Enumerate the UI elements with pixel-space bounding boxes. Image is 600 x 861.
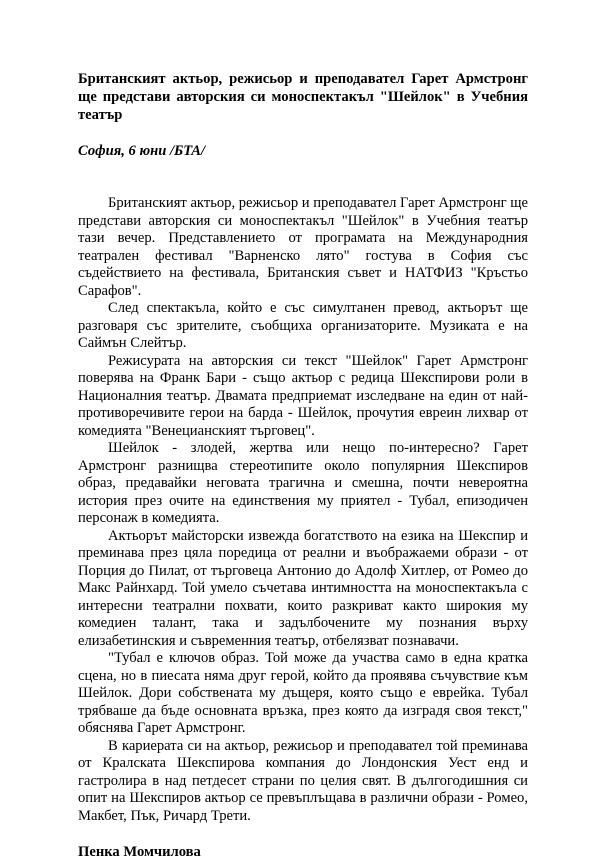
article-author: Пенка Момчилова (78, 844, 201, 860)
article-paragraph: След спектакъла, който е със симултанен превод, актьорът ще разговаря със зрителите, съобщиха организаторите. Музиката е на Саймън Слейтър. (78, 300, 528, 351)
article-paragraph: "Тубал е ключов образ. Той може да участва само в една кратка сцена, но в пиесата няма друг герой, който да проявява съчувствие към Шейлок. Дори собствената му дъщеря, която също е еврейка. Тубал трябваше да бъде основната връзка, през която да изградя своя текст," обяснява Гарет Армстронг. (78, 650, 528, 736)
article-paragraph: Режисурата на авторския си текст "Шейлок" Гарет Армстронг поверява на Франк Бари - също актьор с редица Шекспирови роли в Националния театър. Двамата предприемат изследване на един от най-противоречивите герои на барда - Шейлок, прочутия евреин лихвар от комедията "Венецианският търговец". (78, 352, 528, 439)
article-paragraph: В кариерата си на актьор, режисьор и преподавател той преминава от Кралската Шекспирова компания до Лондонския Уест енд и гастролира в над петдесет страни по целия свят. В дългогодишния си опит на Шекспиров актьор се превъплъщава в различни образи - Ромео, Макбет, Пък, Ричард Трети. (78, 737, 528, 824)
article-body (78, 195, 528, 825)
article-headline: Британският актьор, режисьор и преподавател Гарет Армстронг ще представи авторския си моноспектакъл "Шейлок" в Учебния театър (78, 71, 528, 123)
article-paragraph: Британският актьор, режисьор и преподавател Гарет Армстронг ще представи авторския си моноспектакъл "Шейлок" в Учебния театър тази вечер. Представлението от програмата на Международния театрален фестивал "Варненско лято" гостува в София със съдействието на фестивала, Британския съвет и НАТФИЗ "Кръстьо Сарафов". (78, 195, 528, 299)
article-paragraph: Шейлок - злодей, жертва или нещо по-интересно? Гарет Армстронг разнищва стереотипите около популярния Шекспиров образ, предавайки неговата трагична и смешна, почти невероятна история през очите на единствения му приятел - Тубал, епизодичен персонаж в комедията. (78, 440, 528, 526)
article-paragraph: Актьорът майсторски извежда богатството на езика на Шекспир и преминава през цяла поредица от реални и въображаеми образи - от Порция до Пилат, от търговеца Антонио до Адолф Хитлер, от Ромео до Макс Райнхард. Той умело съчетава интимността на моноспектакъла с интересни театрални похвати, които разкриват както широкия му комедиен талант, така и задълбочените му познания върху елизабетинския и съвременния театър, отбелязват познавачи. (78, 527, 528, 649)
article-dateline: София, 6 юни /БТА/ (78, 143, 206, 159)
document-page (78, 70, 528, 861)
